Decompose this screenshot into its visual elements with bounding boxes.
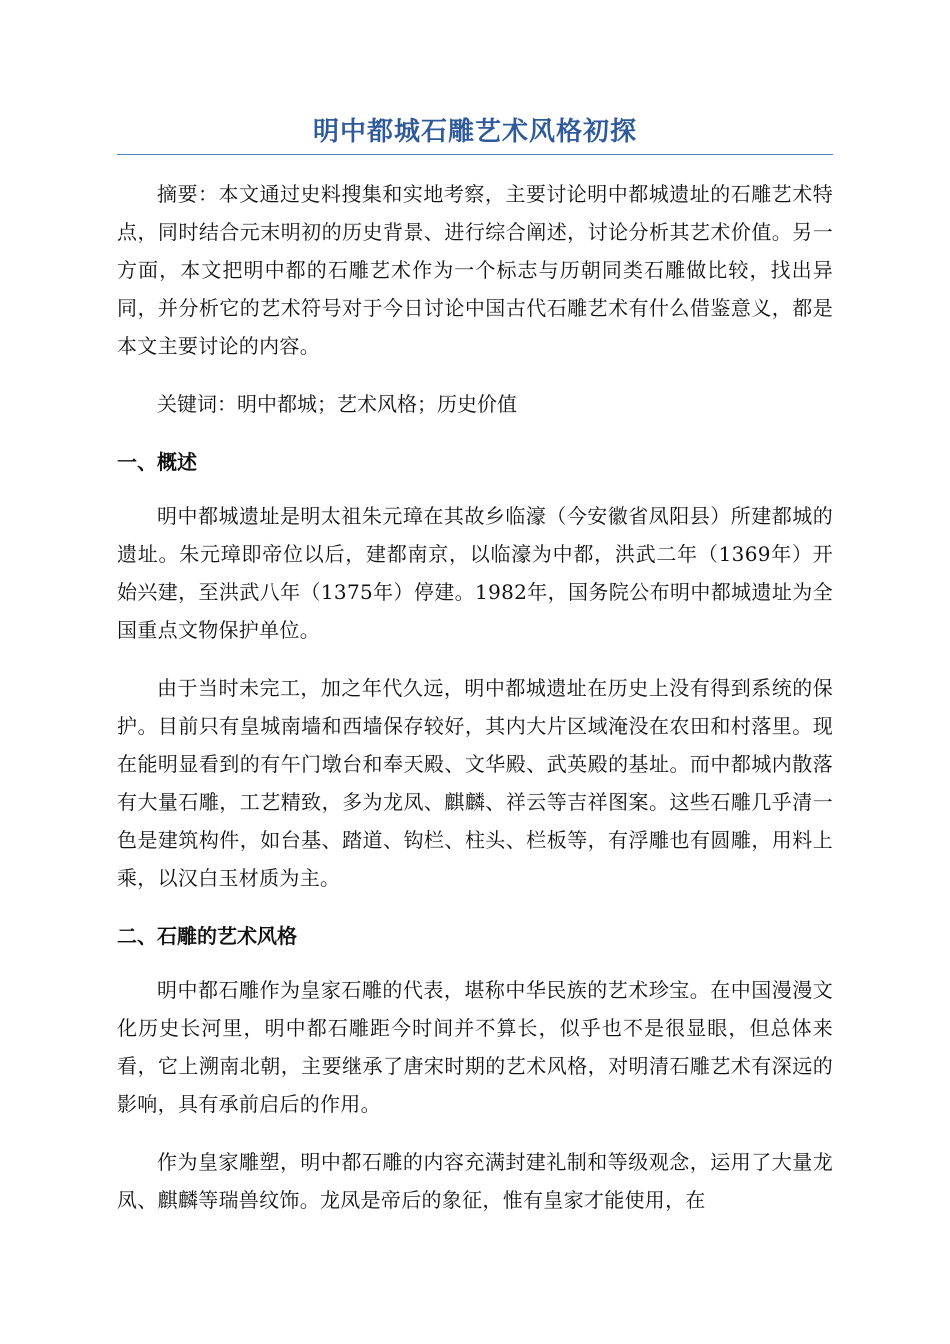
body-paragraph: 明中都石雕作为皇家石雕的代表，堪称中华民族的艺术珍宝。在中国漫漫文化历史长河里，明中都石雕距今时间并不算长，似乎也不是很显眼，但总体来看，它上溯南北朝，主要继承了唐宋时期的艺术风格，对明清石雕艺术有深远的影响，具有承前启后的作用。 [117, 978, 833, 1116]
document-title: 明中都城石雕艺术风格初探 [312, 117, 637, 147]
body-paragraph: 作为皇家雕塑，明中都石雕的内容充满封建礼制和等级观念，运用了大量龙凤、麒麟等瑞兽纹饰。龙凤是帝后的象征，惟有皇家才能使用，在 [117, 1150, 833, 1212]
abstract-paragraph: 摘要：本文通过史料搜集和实地考察，主要讨论明中都城遗址的石雕艺术特点，同时结合元末明初的历史背景、进行综合阐述，讨论分析其艺术价值。另一方面，本文把明中都的石雕艺术作为一个标志与历朝同类石雕做比较，找出异同，并分析它的艺术符号对于今日讨论中国古代石雕艺术有什么借鉴意义，都是本文主要讨论的内容。 [117, 182, 833, 358]
document-page [117, 112, 833, 1239]
section-heading-art-style: 二、石雕的艺术风格 [117, 924, 297, 948]
title-underline [117, 154, 833, 155]
body-paragraph: 由于当时未完工，加之年代久远，明中都城遗址在历史上没有得到系统的保护。目前只有皇城南墙和西墙保存较好，其内大片区域淹没在农田和村落里。现在能明显看到的有午门墩台和奉天殿、文华殿、武英殿的基址。而中都城内散落有大量石雕，工艺精致，多为龙凤、麒麟、祥云等吉祥图案。这些石雕几乎清一色是建筑构件，如台基、踏道、钩栏、柱头、栏板等，有浮雕也有圆雕，用料上乘，以汉白玉材质为主。 [117, 676, 833, 890]
keywords-line: 关键词：明中都城；艺术风格；历史价值 [157, 392, 517, 416]
section-heading-overview: 一、概述 [117, 450, 197, 474]
body-paragraph: 明中都城遗址是明太祖朱元璋在其故乡临濠（今安徽省凤阳县）所建都城的遗址。朱元璋即帝位以后，建都南京，以临濠为中都，洪武二年（1369年）开始兴建，至洪武八年（1375年）停建。1982年，国务院公布明中都城遗址为全国重点文物保护单位。 [117, 504, 833, 642]
